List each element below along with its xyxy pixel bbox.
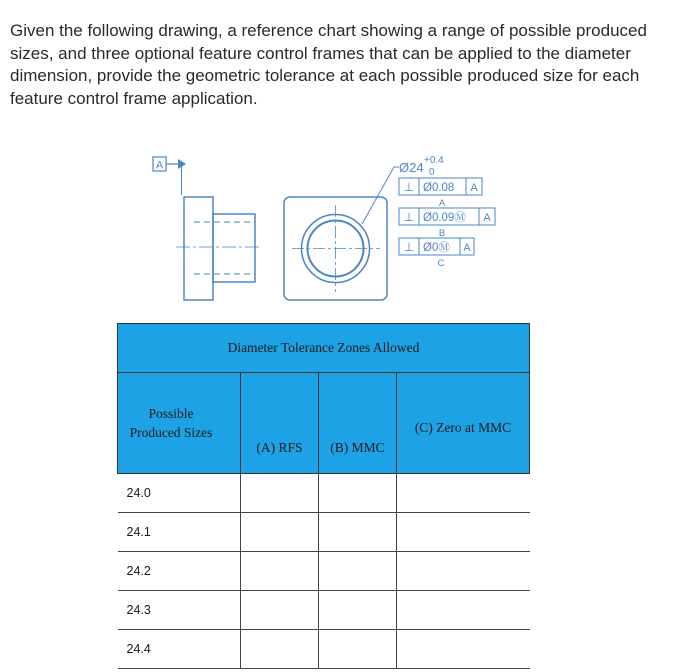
dimension-upper-tol: +0.4 [424, 155, 444, 166]
zero-answer-cell[interactable] [397, 552, 530, 591]
rfs-answer-cell[interactable] [241, 513, 319, 552]
produced-size-cell: 24.1 [118, 513, 241, 552]
rfs-answer-cell[interactable] [241, 591, 319, 630]
frame-c-datum: A [463, 242, 471, 254]
perpendicularity-icon: ⊥ [403, 240, 415, 254]
question-text: Given the following drawing, a reference chart showing a range of possible produced sizes, and three optional feature control frames that can be applied to the diameter dimension, provide the geometric tolerance at each possible produced size for each feature control frame application. [10, 21, 647, 108]
table-row [118, 552, 530, 591]
frame-c-tolerance: Ø0Ⓜ [423, 242, 450, 254]
rfs-answer-cell[interactable] [241, 552, 319, 591]
mmc-answer-cell[interactable] [319, 630, 397, 669]
zero-answer-cell[interactable] [397, 630, 530, 669]
mmc-answer-cell[interactable] [319, 474, 397, 513]
front-view [284, 197, 387, 300]
dimension-nominal: Ø24 [399, 160, 424, 175]
produced-size-cell: 24.4 [118, 630, 241, 669]
mmc-answer-cell[interactable] [319, 591, 397, 630]
header-zero-at-mmc: (C) Zero at MMC [397, 373, 530, 474]
produced-size-cell: 24.3 [118, 591, 241, 630]
rfs-answer-cell[interactable] [241, 630, 319, 669]
mmc-answer-cell[interactable] [319, 552, 397, 591]
zero-answer-cell[interactable] [397, 591, 530, 630]
table-row [118, 513, 530, 552]
frame-a-label: A [438, 198, 446, 209]
mmc-answer-cell[interactable] [319, 513, 397, 552]
feature-control-frame-a [399, 178, 482, 209]
frame-b-datum: A [483, 212, 491, 224]
dimension-leader [362, 167, 394, 224]
produced-size-cell: 24.2 [118, 552, 241, 591]
frame-b-label: B [438, 228, 446, 239]
table-row [118, 474, 530, 513]
chart-title: Diameter Tolerance Zones Allowed [118, 324, 530, 373]
datum-a-symbol [153, 157, 186, 195]
diameter-dimension [399, 155, 444, 178]
perpendicularity-icon: ⊥ [403, 180, 415, 194]
feature-control-frame-b [399, 208, 495, 239]
rfs-answer-cell[interactable] [241, 474, 319, 513]
table-row [118, 630, 530, 669]
zero-answer-cell[interactable] [397, 474, 530, 513]
frame-b-tolerance: Ø0.09Ⓜ [423, 212, 466, 224]
header-mmc: (B) MMC [319, 373, 397, 474]
feature-control-frame-c [399, 238, 474, 269]
frame-a-datum: A [470, 182, 478, 194]
zero-answer-cell[interactable] [397, 513, 530, 552]
header-rfs: (A) RFS [241, 373, 319, 474]
dimension-lower-tol: 0 [429, 167, 435, 178]
header-possible-sizes: Possible Produced Sizes [118, 373, 241, 474]
side-view [176, 197, 262, 300]
frame-c-label: C [437, 258, 445, 269]
produced-size-cell: 24.0 [118, 474, 241, 513]
tolerance-chart [117, 323, 530, 669]
engineering-drawing [0, 0, 700, 320]
datum-a-label: A [155, 159, 164, 172]
frame-a-tolerance: Ø0.08 [423, 182, 455, 194]
perpendicularity-icon: ⊥ [403, 210, 415, 224]
table-row [118, 591, 530, 630]
